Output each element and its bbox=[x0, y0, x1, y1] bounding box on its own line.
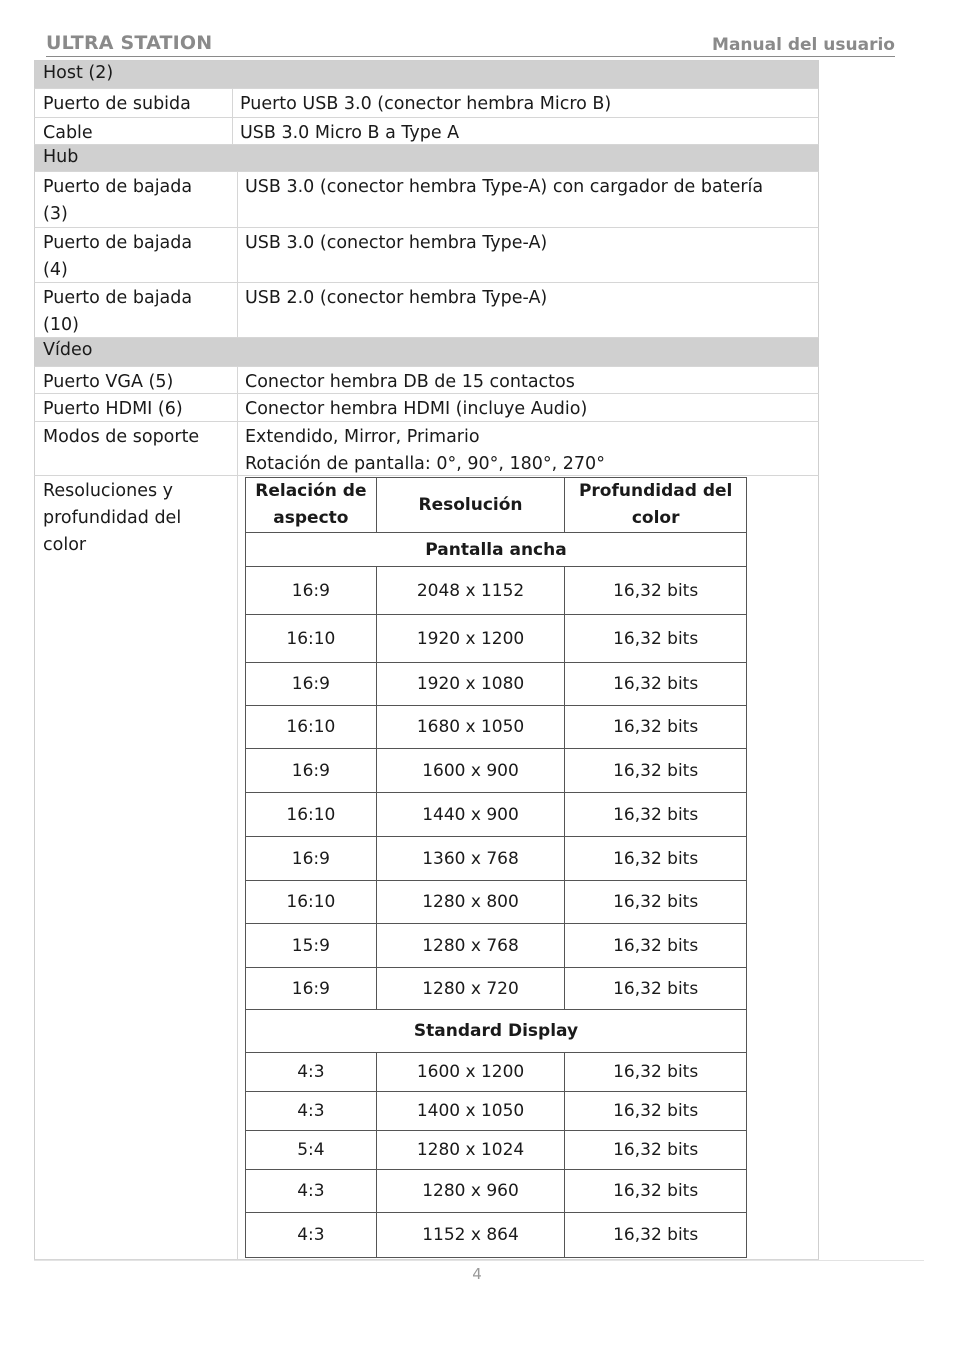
resolution-cell: 1280 x 720 bbox=[376, 968, 565, 1010]
depth-cell: 16,32 bits bbox=[565, 567, 747, 615]
spec-label: Puerto de subida bbox=[43, 94, 191, 114]
header-manual-label: Manual del usuario bbox=[712, 35, 895, 55]
page-number: 4 bbox=[472, 1265, 482, 1283]
depth-cell: 16,32 bits bbox=[565, 968, 747, 1010]
aspect-cell: 4:3 bbox=[246, 1170, 377, 1213]
resolutions-table bbox=[245, 477, 747, 1258]
spec-row bbox=[34, 394, 819, 422]
section-title: Hub bbox=[43, 147, 79, 167]
resolution-cell: 2048 x 1152 bbox=[376, 567, 565, 615]
table-row bbox=[246, 1170, 747, 1213]
aspect-cell: 4:3 bbox=[246, 1053, 377, 1092]
table-row bbox=[246, 837, 747, 881]
aspect-cell: 4:3 bbox=[246, 1213, 377, 1258]
depth-cell: 16,32 bits bbox=[565, 881, 747, 924]
spec-row bbox=[34, 118, 819, 145]
spec-label: Cable bbox=[43, 123, 93, 143]
header-title: ULTRA STATION bbox=[46, 32, 213, 54]
depth-cell: 16,32 bits bbox=[565, 1053, 747, 1092]
column-divider bbox=[237, 422, 238, 475]
table-row bbox=[246, 567, 747, 615]
aspect-cell: 16:10 bbox=[246, 793, 377, 837]
table-row bbox=[246, 1053, 747, 1092]
spec-value: USB 3.0 Micro B a Type A bbox=[240, 123, 460, 143]
aspect-cell: 5:4 bbox=[246, 1131, 377, 1170]
column-divider bbox=[232, 89, 233, 117]
spec-value: Conector hembra DB de 15 contactos bbox=[245, 372, 575, 392]
column-divider bbox=[237, 228, 238, 282]
depth-cell: 16,32 bits bbox=[565, 1170, 747, 1213]
spec-value: Extendido, Mirror, Primario Rotación de pantalla: 0°, 90°, 180°, 270° bbox=[245, 427, 605, 474]
table-row bbox=[246, 663, 747, 706]
table-row bbox=[246, 968, 747, 1010]
section-host bbox=[34, 60, 819, 89]
spec-label: Puerto de bajada (3) bbox=[43, 177, 193, 224]
aspect-cell: 16:10 bbox=[246, 881, 377, 924]
resolution-cell: 1280 x 1024 bbox=[376, 1131, 565, 1170]
depth-cell: 16,32 bits bbox=[565, 1131, 747, 1170]
aspect-cell: 16:9 bbox=[246, 968, 377, 1010]
wide-rows bbox=[246, 567, 747, 1010]
aspect-cell: 16:10 bbox=[246, 615, 377, 663]
standard-rows bbox=[246, 1053, 747, 1258]
spec-label: Puerto de bajada (10) bbox=[43, 288, 193, 335]
spec-row bbox=[34, 172, 819, 228]
resolution-cell: 1600 x 1200 bbox=[376, 1053, 565, 1092]
column-header-aspect: Relación de aspecto bbox=[246, 478, 377, 533]
resolution-cell: 1920 x 1080 bbox=[376, 663, 565, 706]
column-divider bbox=[237, 476, 238, 1259]
aspect-cell: 16:9 bbox=[246, 663, 377, 706]
table-row bbox=[246, 924, 747, 968]
column-divider bbox=[237, 172, 238, 227]
spec-value: Conector hembra HDMI (incluye Audio) bbox=[245, 399, 588, 419]
resolution-cell: 1280 x 800 bbox=[376, 881, 565, 924]
resolution-cell: 1680 x 1050 bbox=[376, 706, 565, 749]
group-title-wide: Pantalla ancha bbox=[246, 533, 747, 567]
depth-cell: 16,32 bits bbox=[565, 749, 747, 793]
group-row bbox=[246, 1010, 747, 1053]
spec-value: USB 3.0 (conector hembra Type-A) bbox=[245, 233, 548, 253]
group-row bbox=[246, 533, 747, 567]
column-header-resolution: Resolución bbox=[376, 478, 565, 533]
depth-cell: 16,32 bits bbox=[565, 1213, 747, 1258]
spec-value: USB 3.0 (conector hembra Type-A) con cargador de batería bbox=[245, 177, 764, 197]
table-row bbox=[246, 749, 747, 793]
section-video bbox=[34, 338, 819, 367]
spec-row bbox=[34, 228, 819, 283]
depth-cell: 16,32 bits bbox=[565, 615, 747, 663]
resolution-cell: 1600 x 900 bbox=[376, 749, 565, 793]
spec-value: USB 2.0 (conector hembra Type-A) bbox=[245, 288, 548, 308]
table-row bbox=[246, 1213, 747, 1258]
resolution-cell: 1152 x 864 bbox=[376, 1213, 565, 1258]
depth-cell: 16,32 bits bbox=[565, 1092, 747, 1131]
table-row bbox=[246, 615, 747, 663]
depth-cell: 16,32 bits bbox=[565, 793, 747, 837]
resolution-cell: 1440 x 900 bbox=[376, 793, 565, 837]
group-title-standard: Standard Display bbox=[246, 1010, 747, 1053]
resolution-cell: 1400 x 1050 bbox=[376, 1092, 565, 1131]
aspect-cell: 16:9 bbox=[246, 837, 377, 881]
column-divider bbox=[232, 118, 233, 144]
spec-row bbox=[34, 89, 819, 118]
table-header-row bbox=[246, 478, 747, 533]
section-hub bbox=[34, 145, 819, 172]
aspect-cell: 15:9 bbox=[246, 924, 377, 968]
depth-cell: 16,32 bits bbox=[565, 706, 747, 749]
aspect-cell: 16:9 bbox=[246, 567, 377, 615]
spec-value: Puerto USB 3.0 (conector hembra Micro B) bbox=[240, 94, 612, 114]
column-divider bbox=[237, 394, 238, 421]
column-divider bbox=[237, 367, 238, 393]
table-row bbox=[246, 1131, 747, 1170]
section-title: Host (2) bbox=[43, 63, 114, 83]
column-header-depth: Profundidad del color bbox=[565, 478, 747, 533]
spec-label: Modos de soporte bbox=[43, 427, 200, 447]
aspect-cell: 16:10 bbox=[246, 706, 377, 749]
resolution-cell: 1280 x 768 bbox=[376, 924, 565, 968]
spec-label: Puerto de bajada (4) bbox=[43, 233, 193, 280]
table-row bbox=[246, 881, 747, 924]
resolution-cell: 1280 x 960 bbox=[376, 1170, 565, 1213]
resolution-cell: 1920 x 1200 bbox=[376, 615, 565, 663]
header-rule bbox=[46, 56, 895, 57]
depth-cell: 16,32 bits bbox=[565, 837, 747, 881]
spec-row bbox=[34, 367, 819, 394]
depth-cell: 16,32 bits bbox=[565, 663, 747, 706]
section-title: Vídeo bbox=[43, 340, 93, 360]
spec-label: Resoluciones y profundidad del color bbox=[43, 481, 182, 555]
table-row bbox=[246, 706, 747, 749]
column-divider bbox=[237, 283, 238, 337]
spec-row bbox=[34, 283, 819, 338]
resolution-cell: 1360 x 768 bbox=[376, 837, 565, 881]
spec-row bbox=[34, 422, 819, 476]
spec-label: Puerto VGA (5) bbox=[43, 372, 174, 392]
spec-label: Puerto HDMI (6) bbox=[43, 399, 183, 419]
table-row bbox=[246, 793, 747, 837]
aspect-cell: 4:3 bbox=[246, 1092, 377, 1131]
footer-rule bbox=[34, 1260, 924, 1261]
aspect-cell: 16:9 bbox=[246, 749, 377, 793]
depth-cell: 16,32 bits bbox=[565, 924, 747, 968]
table-row bbox=[246, 1092, 747, 1131]
